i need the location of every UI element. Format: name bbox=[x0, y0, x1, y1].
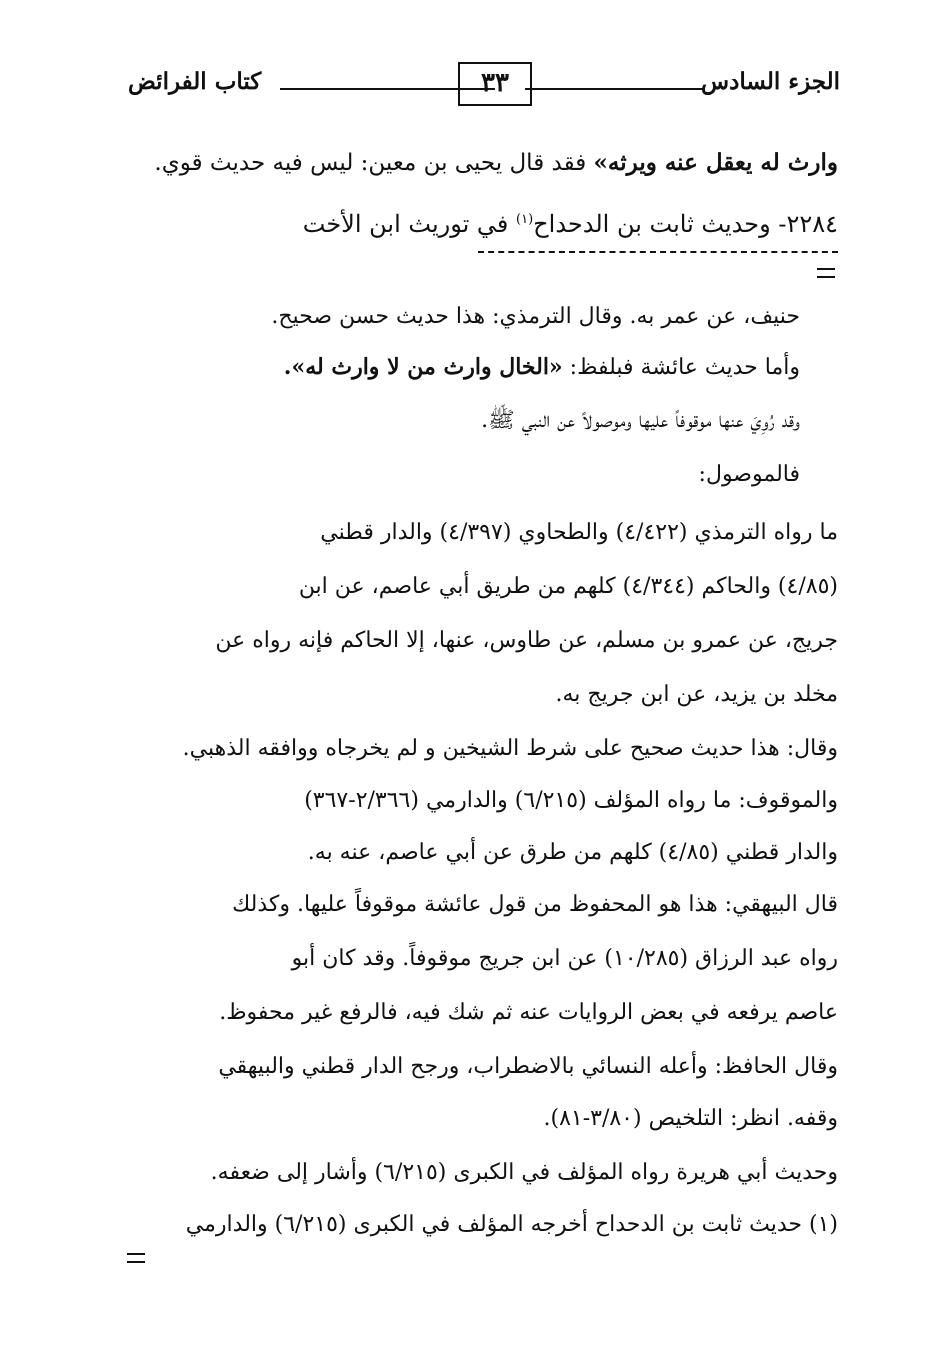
commentary-line-17: وحديث أبي هريرة رواه المؤلف في الكبرى (٦/٢١٥) وأشار إلى ضعفه. bbox=[210, 1160, 838, 1185]
commentary-line-3: وقد رُوِيَ عنها موقوفاً عليها وموصولاً عن النبي ﷺ. bbox=[481, 408, 800, 433]
commentary-line-5: ما رواه الترمذي (٤/٤٢٢) والطحاوي (٤/٣٩٧) والدار قطني bbox=[320, 520, 838, 545]
page-header bbox=[128, 62, 840, 106]
volume-title: الجزء السادس bbox=[701, 68, 840, 95]
main-text-line-2 bbox=[303, 205, 838, 239]
main-line-1-rest: فقد قال يحيى بن معين: ليس فيه حديث قوي. bbox=[154, 150, 594, 176]
commentary-line-16: وقفه. انظر: التلخيص (٣/٨٠-٨١). bbox=[543, 1106, 838, 1131]
commentary-line-13: رواه عبد الرزاق (١٠/٢٨٥) عن ابن جريج موقوفاً. وقد كان أبو bbox=[291, 946, 838, 971]
hadith-quote: «الخال وارث من لا وارث له». bbox=[283, 354, 563, 380]
footnote-separator bbox=[478, 251, 838, 253]
commentary-line-11: والدار قطني (٤/٨٥) كلهم من طرق عن أبي عاصم، عنه به. bbox=[307, 840, 838, 865]
main-line-2-rest: في توريث ابن الأخت bbox=[302, 210, 517, 238]
footnote-line-1: (١) حديث ثابت بن الدحداح أخرجه المؤلف في الكبرى (٦/٢١٥) والدارمي bbox=[185, 1212, 838, 1237]
book-title: كتاب الفرائض bbox=[128, 68, 262, 95]
page-number: ٣٣ bbox=[458, 62, 532, 106]
commentary-line-10: والموقوف: ما رواه المؤلف (٦/٢١٥) والدارمي (٢/٣٦٦-٣٦٧) bbox=[304, 788, 838, 813]
footnote-continuation-mark bbox=[127, 1253, 145, 1263]
commentary-line-8: مخلد بن يزيد، عن ابن جريج به. bbox=[555, 682, 838, 707]
header-rule-right bbox=[525, 88, 705, 90]
commentary-line-1: حنيف، عن عمر به. وقال الترمذي: هذا حديث حسن صحيح. bbox=[271, 304, 800, 329]
commentary-line-15: وقال الحافظ: وأعله النسائي بالاضطراب، ورجح الدار قطني والبيهقي bbox=[218, 1054, 838, 1079]
commentary-line-12: قال البيهقي: هذا هو المحفوظ من قول عائشة موقوفاً عليها. وكذلك bbox=[232, 892, 838, 917]
hadith-quote-end: وارث له يعقل عنه ويرثه» bbox=[593, 149, 838, 176]
commentary-line-9: وقال: هذا حديث صحيح على شرط الشيخين و لم يخرجاه ووافقه الذهبي. bbox=[182, 736, 838, 761]
commentary-line-2 bbox=[284, 352, 800, 383]
commentary-line-6: (٤/٨٥) والحاكم (٤/٣٤٤) كلهم من طريق أبي عاصم، عن ابن bbox=[298, 574, 838, 599]
commentary-line-2-intro: وأما حديث عائشة فبلفظ: bbox=[562, 355, 800, 380]
hadith-number-text: ٢٢٨٤- وحديث ثابت بن الدحداح bbox=[533, 210, 838, 238]
main-text-line-1 bbox=[154, 148, 838, 178]
continuation-mark bbox=[817, 268, 835, 278]
commentary-line-4: فالموصول: bbox=[698, 462, 800, 487]
header-rule-left bbox=[280, 88, 495, 90]
commentary-line-14: عاصم يرفعه في بعض الروايات عنه ثم شك فيه، فالرفع غير محفوظ. bbox=[219, 1000, 838, 1025]
footnote-marker[interactable]: (١) bbox=[516, 212, 534, 227]
commentary-line-7: جريج، عن عمرو بن مسلم، عن طاوس، عنها، إلا الحاكم فإنه رواه عن bbox=[215, 628, 838, 653]
